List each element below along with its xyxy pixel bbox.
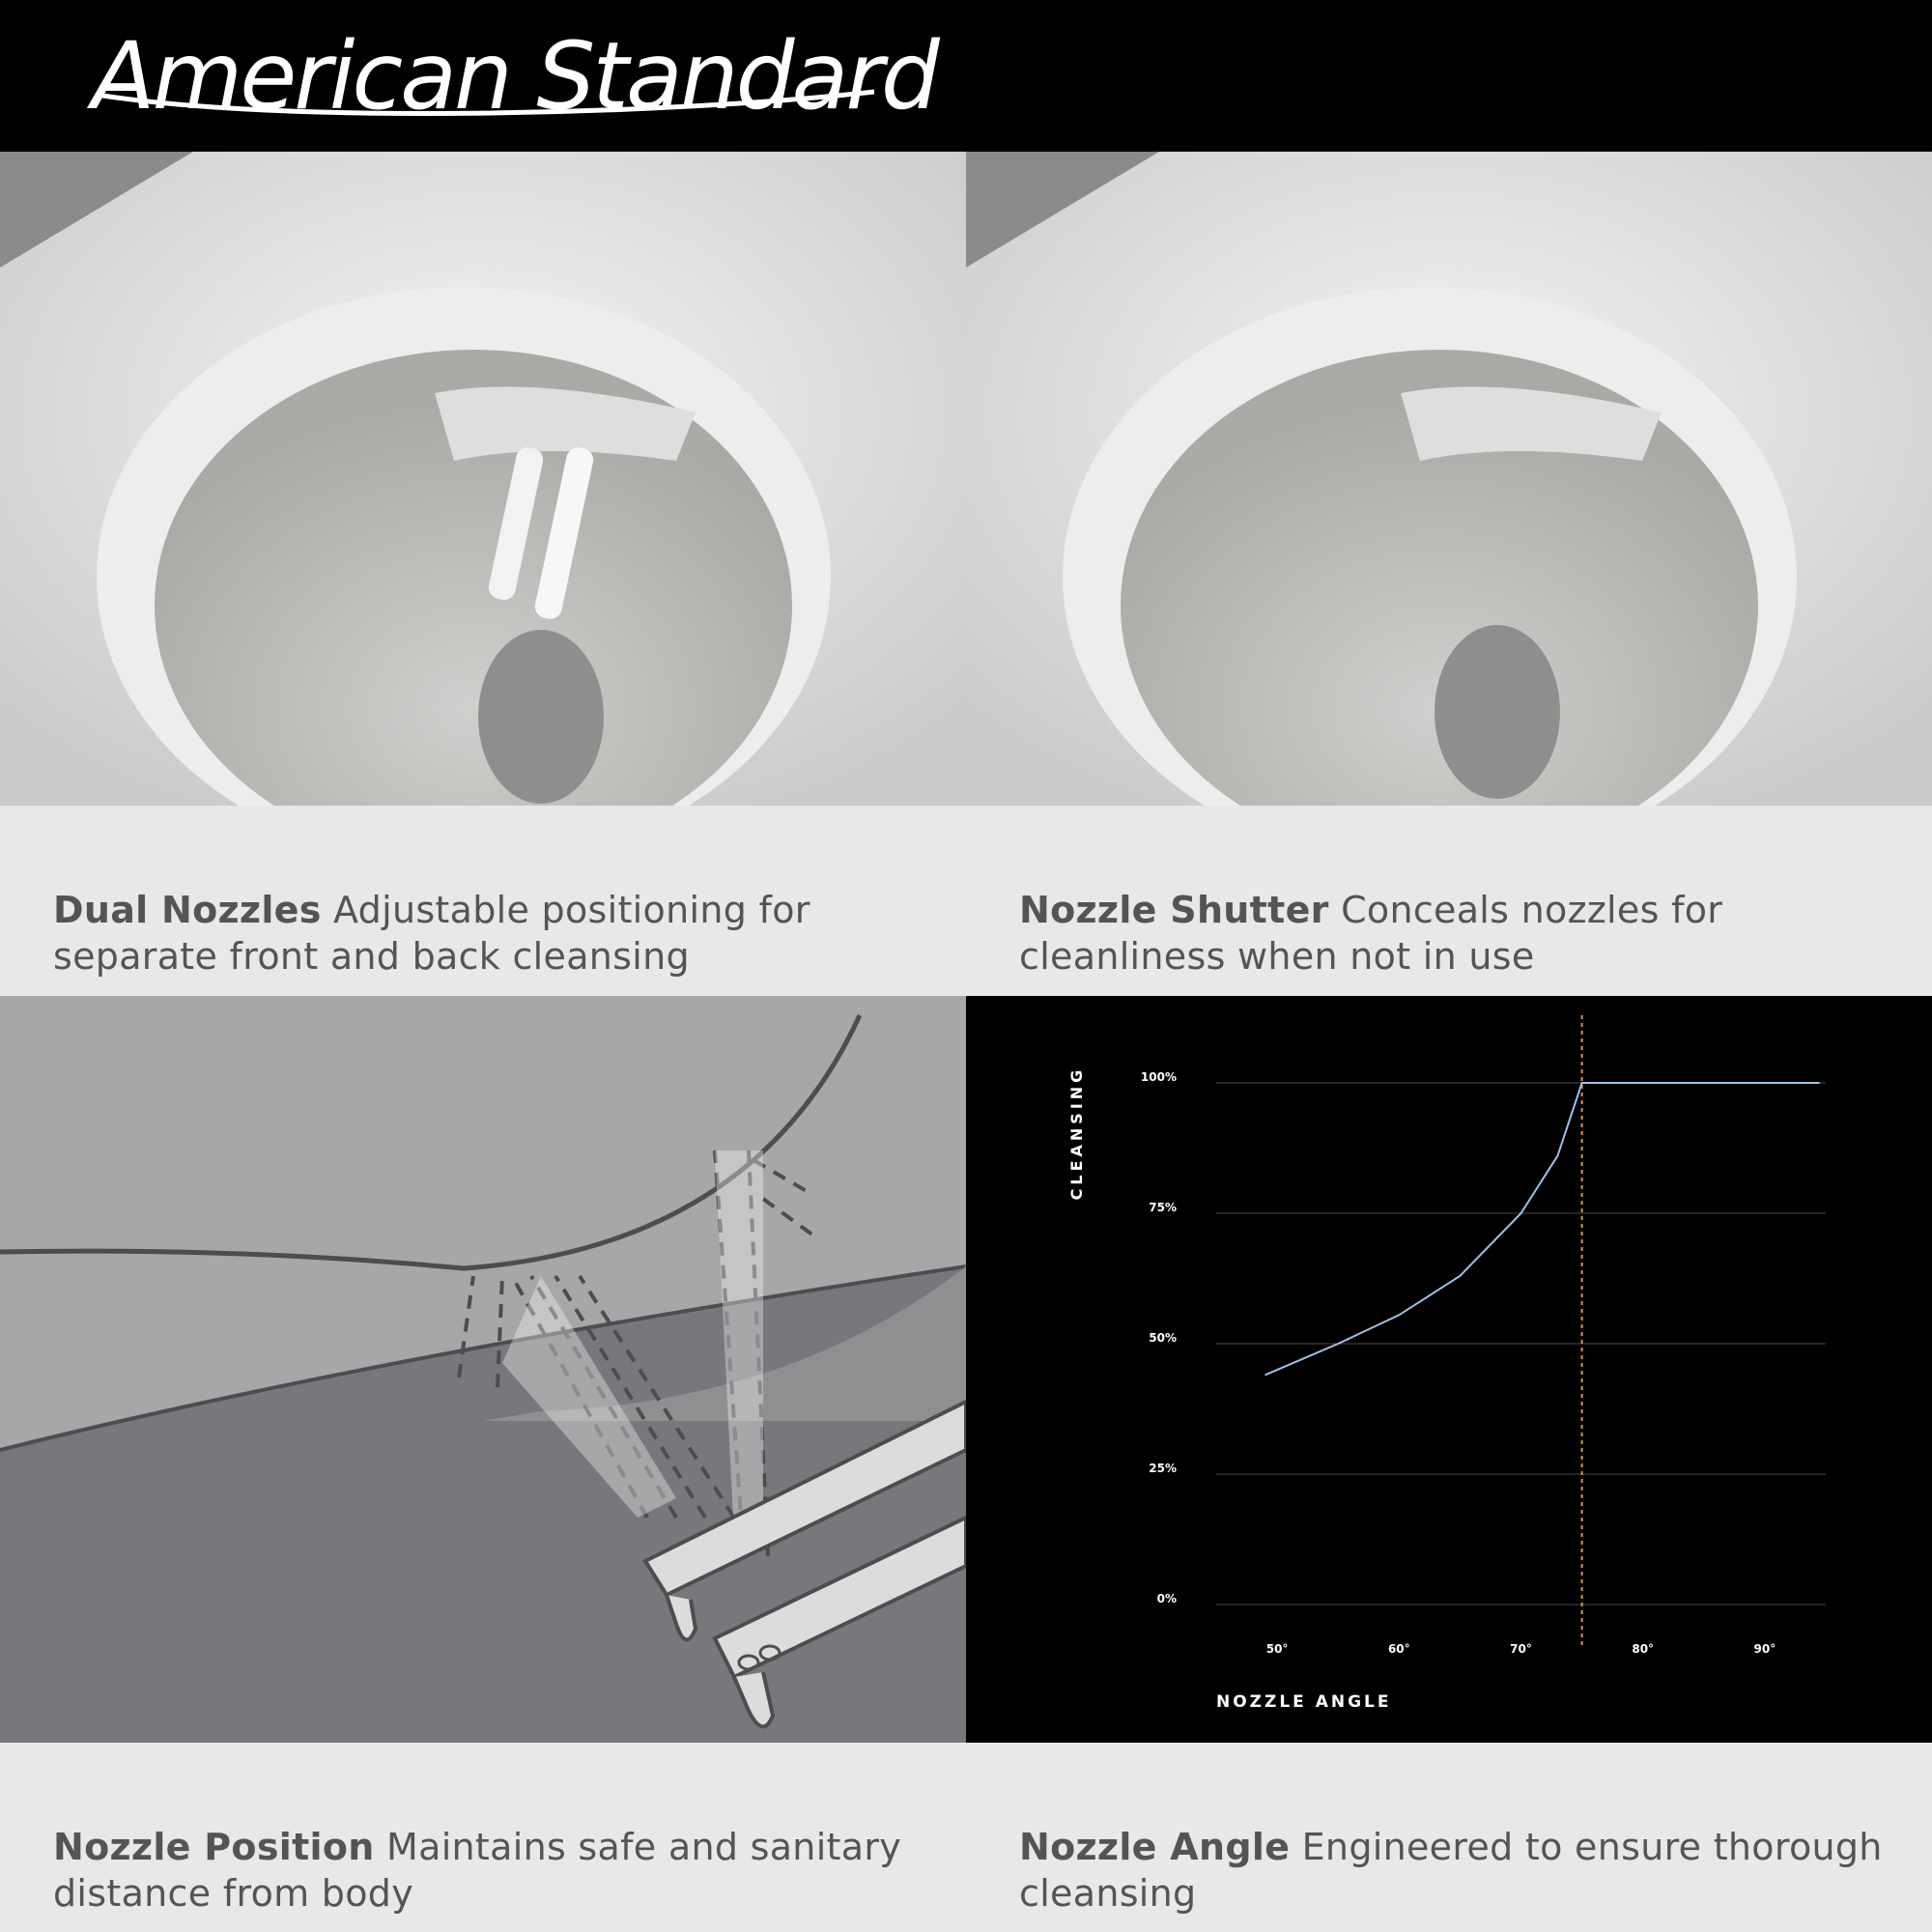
feature-description: Adjustable positioning for separate front and back cleansing — [53, 889, 810, 978]
caption-nozzle-shutter — [966, 806, 1932, 996]
y-tick-label: 50% — [1149, 1331, 1177, 1345]
illustration-nozzle-position — [0, 996, 966, 1743]
feature-title: Nozzle Angle — [1019, 1826, 1291, 1868]
feature-description: Engineered to ensure thorough cleansing — [1019, 1826, 1883, 1915]
x-axis-label: NOZZLE ANGLE — [1216, 1692, 1392, 1712]
caption-dual-nozzles — [0, 806, 966, 996]
photo-dual-nozzles — [0, 152, 966, 806]
header-bar — [0, 0, 1932, 152]
caption-nozzle-position — [0, 1743, 966, 1932]
chart-svg — [966, 996, 1932, 1743]
feature-description: Maintains safe and sanitary distance from body — [53, 1826, 902, 1915]
feature-title: Dual Nozzles — [53, 889, 322, 931]
y-axis-label: CLEANSING — [1067, 1065, 1086, 1201]
chart-nozzle-angle — [966, 996, 1932, 1743]
y-tick-label: 75% — [1149, 1201, 1177, 1214]
y-tick-label: 100% — [1140, 1070, 1177, 1084]
x-tick-label: 60° — [1387, 1642, 1410, 1656]
feature-title: Nozzle Shutter — [1019, 889, 1329, 931]
x-tick-label: 50° — [1265, 1642, 1289, 1656]
cleansing-curve — [1265, 1083, 1820, 1375]
y-tick-label: 0% — [1156, 1592, 1177, 1605]
logo-text: American Standard — [92, 22, 937, 130]
feature-title: Nozzle Position — [53, 1826, 375, 1868]
photo-nozzle-shutter — [966, 152, 1932, 806]
caption-nozzle-angle — [966, 1743, 1932, 1932]
x-tick-label: 70° — [1510, 1642, 1532, 1656]
x-tick-label: 90° — [1753, 1642, 1776, 1656]
y-tick-label: 25% — [1149, 1462, 1177, 1475]
feature-description: Conceals nozzles for cleanliness when not in use — [1019, 889, 1723, 978]
x-tick-label: 80° — [1632, 1642, 1655, 1656]
brand-logo — [0, 0, 1932, 152]
